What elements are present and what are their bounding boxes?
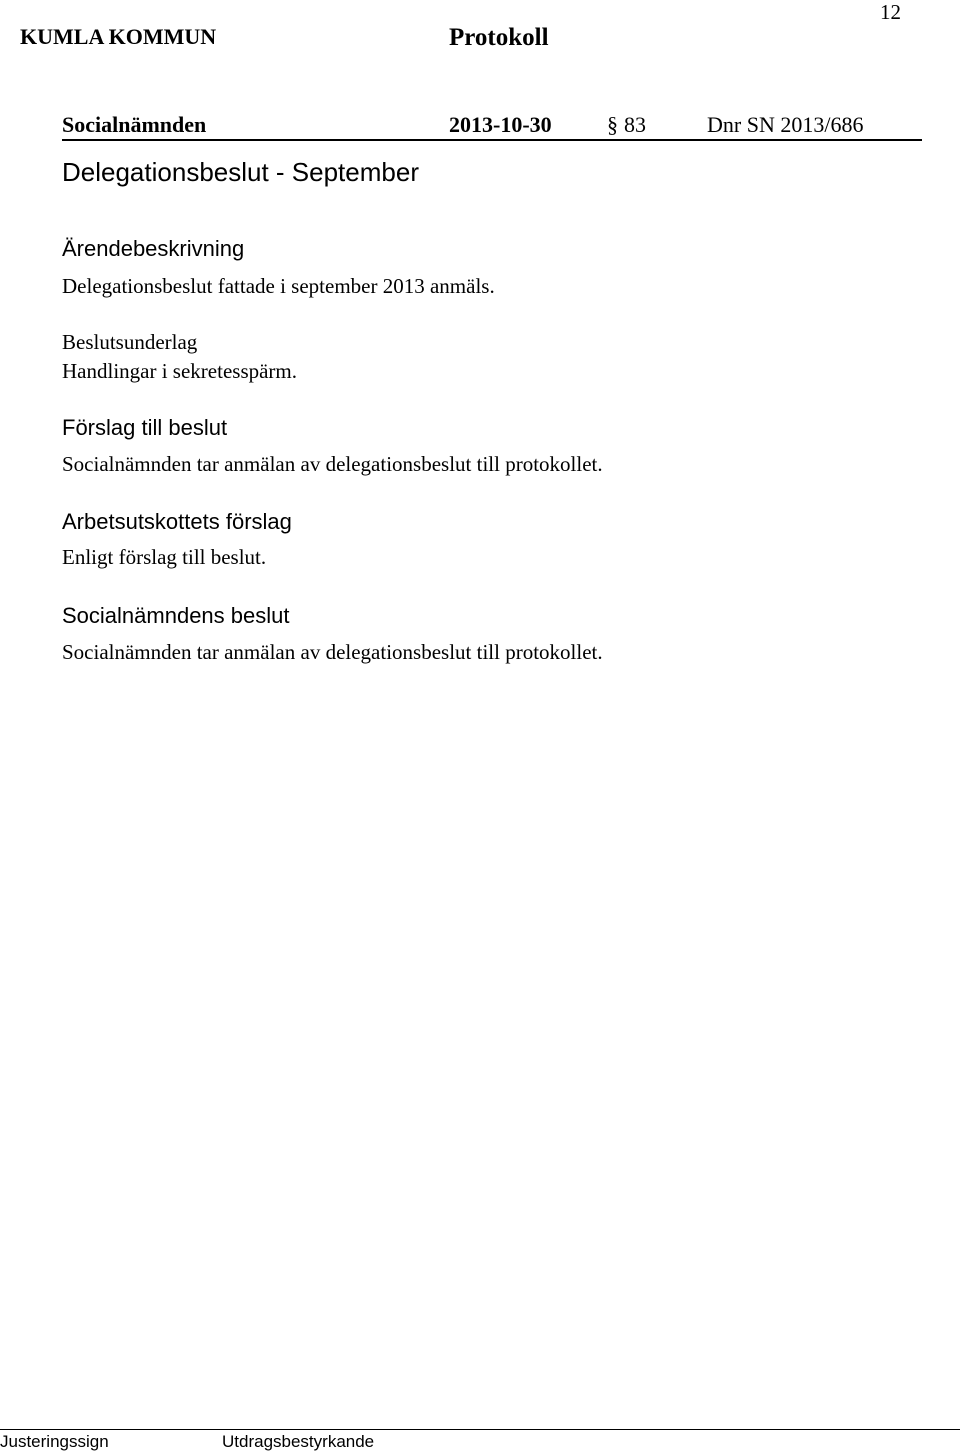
- case-description-heading: Ärendebeskrivning: [62, 236, 245, 261]
- extract-certifier-label: Utdragsbestyrkande: [222, 1432, 375, 1451]
- footer-divider: [0, 1429, 960, 1430]
- meeting-body: Socialnämnden: [62, 112, 207, 137]
- board-decision-text: Socialnämnden tar anmälan av delegationsbeslut till protokollet.: [62, 640, 603, 664]
- paragraph-number: 83: [624, 112, 646, 137]
- decision-basis-heading: Beslutsunderlag: [62, 330, 198, 354]
- header-divider: [62, 139, 922, 141]
- committee-proposal-heading: Arbetsutskottets förslag: [62, 509, 292, 534]
- document-type: Protokoll: [449, 24, 549, 51]
- meeting-date: 2013-10-30: [449, 112, 552, 137]
- committee-proposal-text: Enligt förslag till beslut.: [62, 545, 267, 569]
- proposal-text: Socialnämnden tar anmälan av delegationsbeslut till protokollet.: [62, 452, 603, 476]
- section-sign: §: [607, 112, 618, 137]
- proposal-heading: Förslag till beslut: [62, 415, 228, 440]
- organization-name: KUMLA KOMMUN: [20, 24, 217, 49]
- registration-number: Dnr SN 2013/686: [707, 112, 864, 137]
- page-number: 12: [880, 0, 901, 24]
- page-title: Delegationsbeslut - September: [62, 157, 419, 187]
- decision-basis-text: Handlingar i sekretesspärm.: [62, 359, 298, 383]
- adjustment-signature-label: Justeringssign: [0, 1432, 109, 1451]
- board-decision-heading: Socialnämndens beslut: [62, 603, 290, 628]
- case-description-text: Delegationsbeslut fattade i september 2013 anmäls.: [62, 274, 495, 298]
